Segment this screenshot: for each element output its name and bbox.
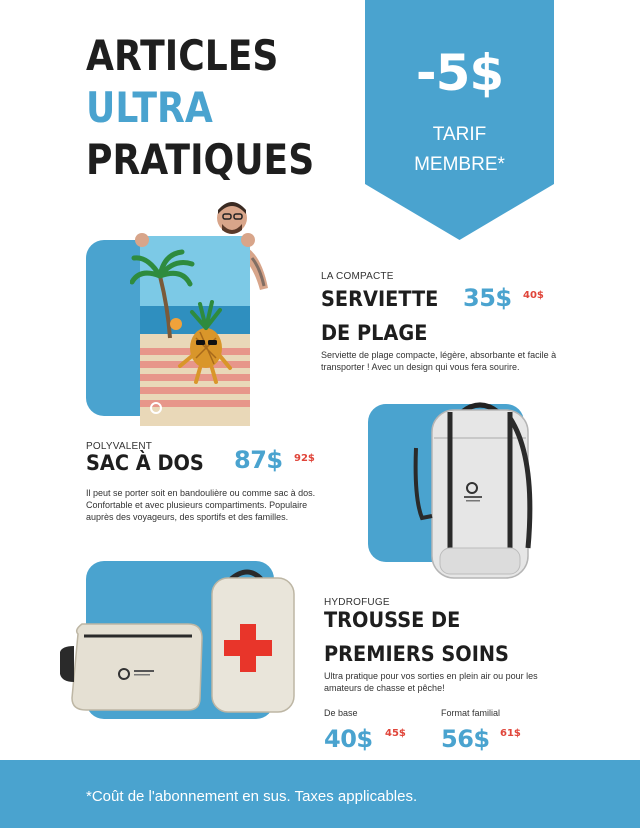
- first-aid-kit-image: [52, 562, 298, 716]
- headline-line-1: ARTICLES: [86, 31, 279, 80]
- banner-label: [365, 120, 554, 180]
- backpack-old-price: 92$: [294, 453, 315, 464]
- towel-name-line-2: DE PLAGE: [321, 321, 428, 345]
- backpack-kicker: POLYVALENT: [86, 441, 153, 452]
- member-discount-banner: [365, 0, 554, 240]
- first-aid-name-line-2: PREMIERS SOINS: [324, 642, 509, 666]
- towel-old-price: 40$: [523, 290, 544, 301]
- towel-kicker: LA COMPACTE: [321, 271, 394, 282]
- backpack-image: [410, 398, 550, 584]
- beach-towel-image: [130, 198, 280, 430]
- backpack-description: Il peut se porter soit en bandoulière ou comme sac à dos. Confortable et avec plusieurs compartiments. Populaire auprès des voyageurs, des sportifs et des familles.: [86, 488, 316, 522]
- banner-label-line-2: MEMBRE*: [414, 154, 505, 175]
- towel-name-line-1: SERVIETTE: [321, 287, 439, 311]
- first-aid-option-basic-price: 40$: [324, 725, 373, 753]
- first-aid-option-family-label: Format familial: [441, 708, 501, 718]
- first-aid-option-basic-old-price: 45$: [385, 728, 406, 739]
- first-aid-option-family-old-price: 61$: [500, 728, 521, 739]
- banner-discount: -5$: [415, 44, 504, 102]
- first-aid-description: Ultra pratique pour vos sorties en plein air ou pour les amateurs de chasse et pêche!: [324, 671, 538, 693]
- headline-line-3: PRATIQUES: [86, 135, 315, 184]
- page-headline: [86, 30, 315, 186]
- first-aid-name: [324, 603, 509, 671]
- banner-label-line-1: TARIF: [432, 124, 487, 145]
- first-aid-kicker: HYDROFUGE: [324, 597, 390, 608]
- first-aid-option-family-price: 56$: [441, 725, 490, 753]
- footer-note: *Coût de l'abonnement en sus. Taxes applicables.: [86, 788, 418, 805]
- first-aid-option-basic-label: De base: [324, 708, 358, 718]
- towel-description: Serviette de plage compacte, légère, absorbante et facile à transporter ! Avec un design qui vous fera sourire.: [321, 350, 557, 372]
- backpack-price: 87$: [234, 446, 283, 474]
- towel-name: [321, 282, 438, 350]
- backpack-name: SAC À DOS: [86, 451, 204, 475]
- towel-price: 35$: [463, 284, 512, 312]
- headline-line-2: ULTRA: [86, 83, 213, 132]
- first-aid-name-line-1: TROUSSE DE: [324, 608, 461, 632]
- footer-bar: [0, 760, 640, 828]
